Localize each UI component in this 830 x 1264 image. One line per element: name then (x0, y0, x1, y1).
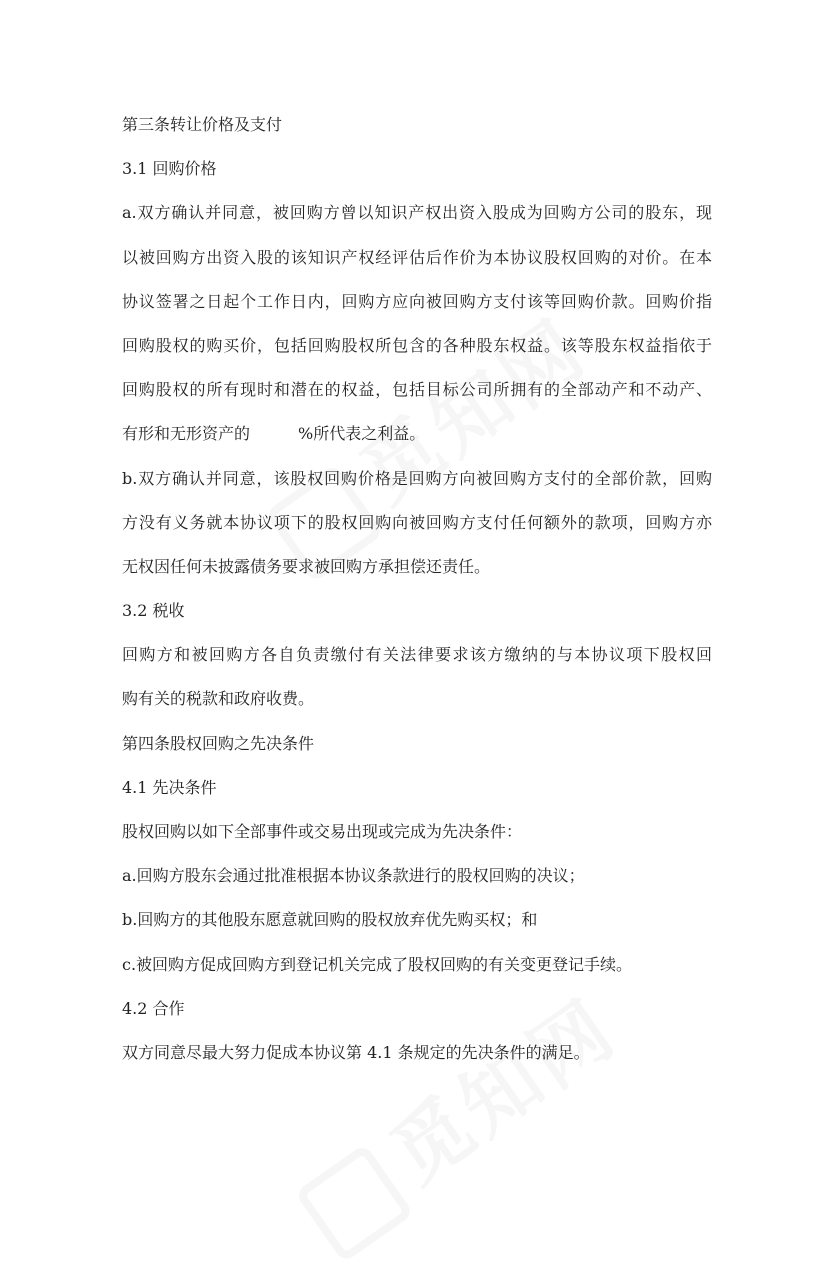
paragraph-line: b.双方确认并同意，该股权回购价格是回购方向被回购方支付的全部价款，回购 (122, 468, 712, 488)
subsection-heading: 4.2 合作 (122, 998, 185, 1018)
subsection-heading: 3.2 税收 (122, 601, 185, 621)
list-item: b.回购方的其他股东愿意就回购的股权放弃优先购买权；和 (122, 910, 538, 930)
paragraph-line: 回购方和被回购方各自负责缴付有关法律要求该方缴纳的与本协议项下股权回 (122, 645, 712, 665)
paragraph-line: 购有关的税款和政府收费。 (122, 689, 315, 709)
document-body (122, 108, 712, 1080)
paragraph-text: %所代表之利益。 (298, 424, 426, 444)
paragraph-line: 方没有义务就本协议项下的股权回购向被回购方支付任何额外的款项，回购方亦 (122, 512, 712, 532)
section-heading: 第四条股权回购之先决条件 (122, 733, 315, 753)
paragraph-line: 回购股权的所有现时和潜在的权益，包括目标公司所拥有的全部动产和不动产、 (122, 380, 712, 400)
paragraph-line: 协议签署之日起个工作日内，回购方应向被回购方支付该等回购价款。回购价指 (122, 291, 712, 311)
subsection-heading: 3.1 回购价格 (122, 159, 217, 179)
subsection-heading: 4.1 先决条件 (122, 777, 217, 797)
paragraph-line: 回购股权的购买价，包括回购股权所包含的各种股东权益。该等股东权益指依于 (122, 335, 712, 355)
paragraph-line: 股权回购以如下全部事件或交易出现或完成为先决条件： (122, 822, 523, 841)
watermark-logo-icon (294, 1143, 414, 1263)
paragraph-text: 有形和无形资产的 (122, 424, 251, 444)
list-item: a.回购方股东会通过批准根据本协议条款进行的股权回购的决议； (122, 866, 585, 886)
paragraph-line: 以被回购方出资入股的该知识产权经评估后作价为本协议股权回购的对价。在本 (122, 247, 712, 267)
paragraph-line: 无权因任何未披露债务要求被回购方承担偿还责任。 (122, 556, 491, 576)
list-item: c.被回购方促成回购方到登记机关完成了股权回购的有关变更登记手续。 (122, 954, 633, 974)
section-heading: 第三条转让价格及支付 (122, 115, 283, 134)
paragraph-line (122, 417, 712, 452)
paragraph-line: 双方同意尽最大努力促成本协议第 4.1 条规定的先决条件的满足。 (122, 1042, 590, 1062)
paragraph-line: a.双方确认并同意，被回购方曾以知识产权出资入股成为回购方公司的股东，现 (122, 203, 712, 223)
